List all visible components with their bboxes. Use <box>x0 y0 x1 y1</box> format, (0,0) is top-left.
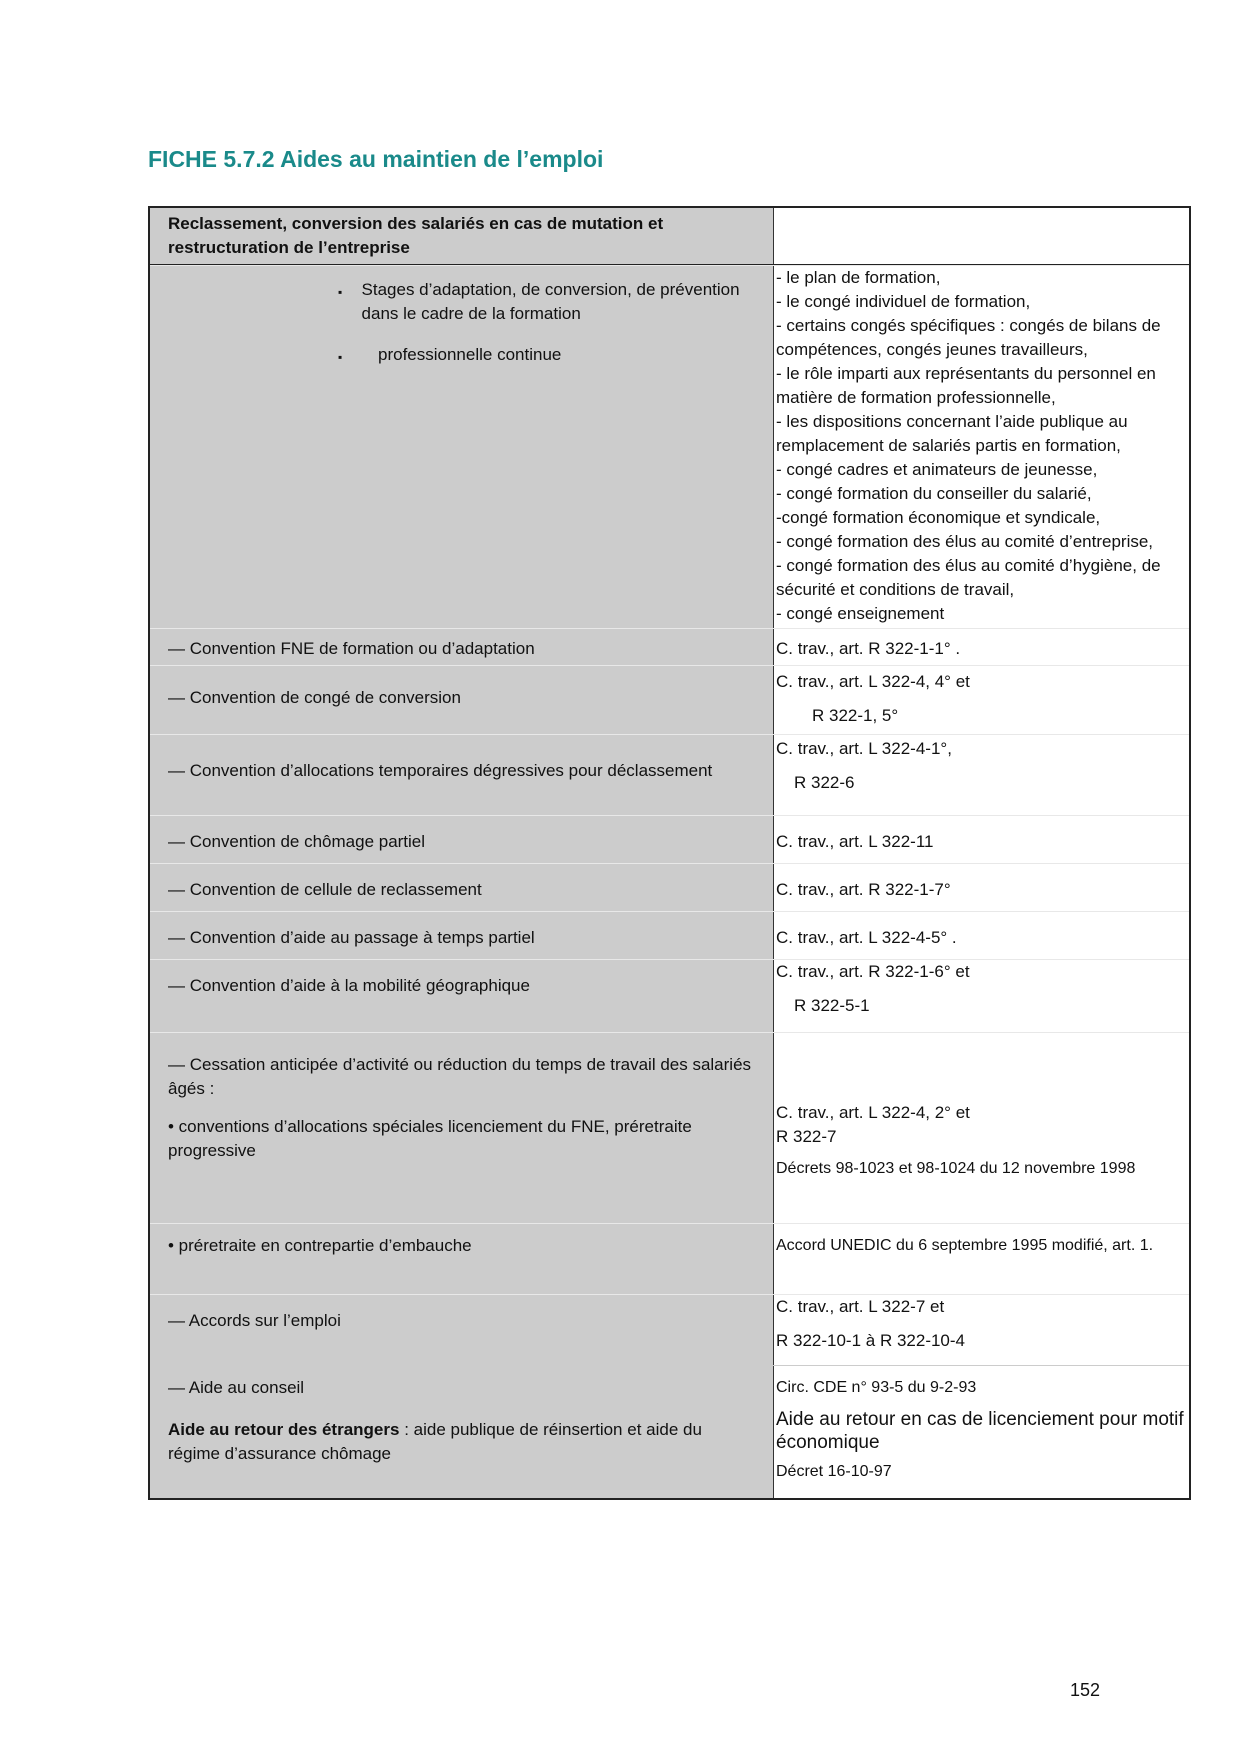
stages-bullet-1-text: Stages d’adaptation, de conversion, de prévention dans le cadre de la formation <box>361 280 740 323</box>
stages-ref-item: - certains congés spécifiques : congés de bilans de compétences, congés jeunes travailleurs, <box>776 316 1161 359</box>
row-label: — Convention de chômage partiel <box>150 816 774 863</box>
row-ref: C. trav., art. L 322-4, 4° et <box>776 672 970 691</box>
accords-ref-continued: R 322-10-1 à R 322-10-4 <box>776 1331 966 1350</box>
conventions-fne-ref: C. trav., art. L 322-4, 2° et <box>776 1103 970 1122</box>
row-ref: C. trav., art. L 322-11 <box>774 816 1189 863</box>
row-ref-cell <box>774 666 1189 734</box>
aid-table <box>148 206 1191 1500</box>
row-ref: C. trav., art. R 322-1-7° <box>774 864 1189 911</box>
stages-ref-item: - congé cadres et animateurs de jeunesse, <box>776 460 1098 479</box>
stages-ref-item: - congé enseignement <box>776 604 945 623</box>
aide-retour-title: Aide au retour des étrangers <box>168 1420 400 1439</box>
square-bullet-icon: ▪ <box>338 285 343 299</box>
accords-ref: C. trav., art. L 322-7 et <box>776 1297 945 1316</box>
cessation-refs-cell <box>774 1033 1189 1223</box>
stages-ref-item: - le congé individuel de formation, <box>776 292 1031 311</box>
table-row <box>150 911 1189 959</box>
table-header-row <box>150 208 1189 265</box>
stages-ref-item: - congé formation des élus au comité d’entreprise, <box>776 532 1154 551</box>
accords-row <box>150 1294 1189 1365</box>
conseil-etrangers-left-cell <box>150 1366 774 1498</box>
row-label: — Convention de cellule de reclassement <box>150 864 774 911</box>
preretraite-label: • préretraite en contrepartie d’embauche <box>150 1224 774 1294</box>
stages-ref-item: - le plan de formation, <box>776 268 941 287</box>
cessation-label: — Cessation anticipée d’activité ou réduction du temps de travail des salariés âgés : <box>168 1055 752 1098</box>
row-label: — Convention d’aide au passage à temps partiel <box>150 912 774 959</box>
stages-row <box>150 265 1189 628</box>
stages-bullet-1 <box>168 278 755 326</box>
row-ref: C. trav., art. L 322-4-5° . <box>774 912 1189 959</box>
stages-left-cell <box>150 266 774 628</box>
accords-ref-cell <box>774 1295 1189 1365</box>
preretraite-ref: Accord UNEDIC du 6 septembre 1995 modifié, art. 1. <box>774 1224 1189 1294</box>
accords-label: — Accords sur l’emploi <box>150 1295 774 1365</box>
aide-conseil-label: — Aide au conseil <box>168 1378 305 1397</box>
row-ref: C. trav., art. R 322-1-6° et <box>776 962 970 981</box>
decrets-ref: Décrets 98-1023 et 98-1024 du 12 novembre 1998 <box>776 1160 1136 1177</box>
row-ref-cell <box>774 960 1189 1032</box>
row-ref-continued: R 322-5-1 <box>794 996 870 1015</box>
aide-retour-decret: Décret 16-10-97 <box>776 1463 892 1480</box>
table-row <box>150 665 1189 734</box>
row-ref: C. trav., art. R 322-1-1° . <box>774 629 1189 665</box>
aide-conseil-ref: Circ. CDE n° 93-5 du 9-2-93 <box>776 1379 977 1396</box>
table-row <box>150 628 1189 665</box>
stages-bullet-2 <box>168 343 755 369</box>
row-label: — Convention d’allocations temporaires dégressives pour déclassement <box>150 735 774 815</box>
stages-bullet-2-text: professionnelle continue <box>378 345 562 364</box>
stages-ref-item: -congé formation économique et syndicale, <box>776 508 1101 527</box>
preretraite-row <box>150 1223 1189 1294</box>
header-left-cell: Reclassement, conversion des salariés en cas de mutation et restructuration de l’entreprise <box>150 208 774 264</box>
conseil-etrangers-row <box>150 1365 1189 1498</box>
stages-ref-item: - le rôle imparti aux représentants du personnel en matière de formation professionnelle, <box>776 364 1156 407</box>
stages-ref-item: - les dispositions concernant l’aide publique au remplacement de salariés partis en formation, <box>776 412 1128 455</box>
page-number: 152 <box>1070 1680 1101 1700</box>
conventions-fne-label: • conventions d’allocations spéciales licenciement du FNE, préretraite progressive <box>168 1117 692 1160</box>
row-ref-continued: R 322-6 <box>794 773 855 792</box>
page-title: FICHE 5.7.2 Aides au maintien de l’emploi <box>148 146 604 172</box>
conventions-fne-ref-continued: R 322-7 <box>776 1127 837 1146</box>
aide-retour-description: : aide publique de réinsertion et aide du régime d’assurance chômage <box>168 1420 702 1463</box>
row-label: — Convention FNE de formation ou d’adaptation <box>150 629 774 665</box>
table-row <box>150 815 1189 863</box>
conseil-etrangers-refs-cell <box>774 1366 1189 1498</box>
table-row <box>150 863 1189 911</box>
cessation-left-cell <box>150 1033 774 1223</box>
stages-ref-item: - congé formation du conseiller du salarié, <box>776 484 1092 503</box>
row-ref-cell <box>774 735 1189 815</box>
row-label: — Convention de congé de conversion <box>150 666 774 734</box>
stages-refs-cell <box>774 266 1189 628</box>
square-bullet-icon: ▪ <box>338 350 343 364</box>
aide-retour-label <box>168 1418 755 1466</box>
stages-ref-item: - congé formation des élus au comité d’hygiène, de sécurité et conditions de travail, <box>776 556 1161 599</box>
cessation-row <box>150 1032 1189 1223</box>
aide-retour-ref: Aide au retour en cas de licenciement pour motif économique <box>776 1409 1184 1453</box>
stages-ref-list <box>776 266 1187 626</box>
header-right-cell <box>774 208 1189 264</box>
row-label: — Convention d’aide à la mobilité géographique <box>150 960 774 1032</box>
row-ref: C. trav., art. L 322-4-1°, <box>776 739 952 758</box>
table-row <box>150 959 1189 1032</box>
table-row <box>150 734 1189 815</box>
row-ref-continued: R 322-1, 5° <box>812 706 899 725</box>
